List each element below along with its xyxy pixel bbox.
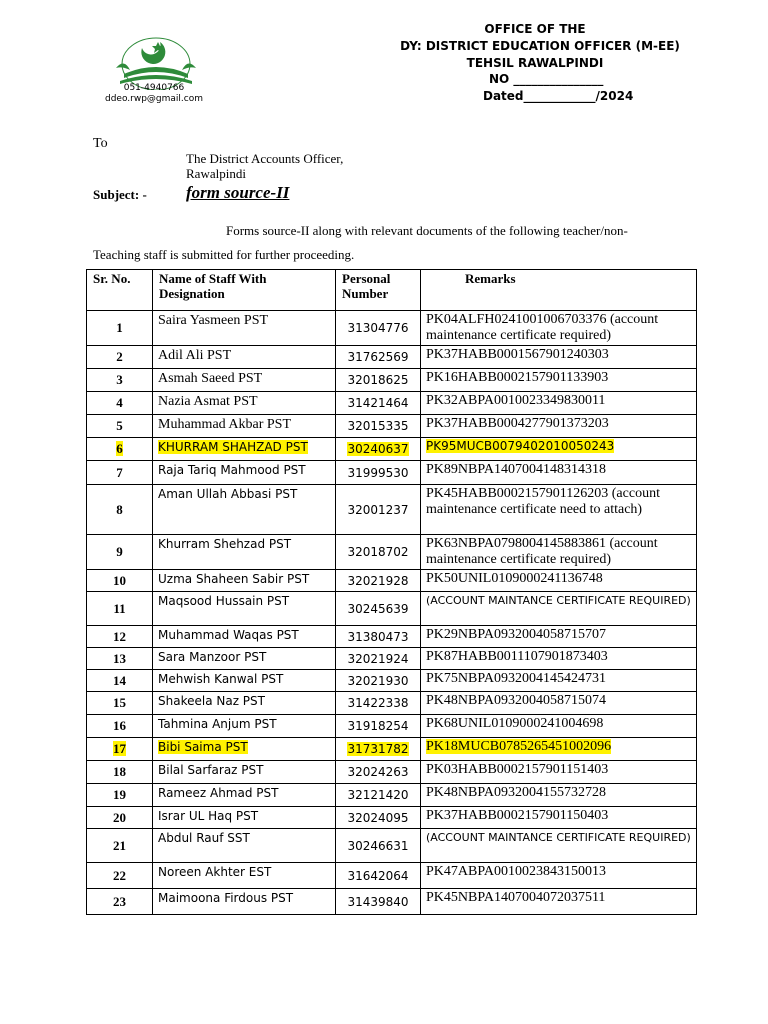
- personal-number-cell: [336, 807, 421, 829]
- remarks-text: PK63NBPA0798004145883861 (account maintenance certificate required): [426, 536, 658, 567]
- serial-number: 15: [113, 695, 126, 710]
- staff-name-cell: [153, 692, 336, 715]
- staff-name-cell: [153, 415, 336, 438]
- staff-name: Mehwish Kanwal PST: [158, 672, 284, 686]
- staff-name-cell: [153, 626, 336, 648]
- office-location: TEHSIL RAWALPINDI: [466, 56, 604, 70]
- personal-number: 31421464: [347, 396, 409, 410]
- serial-number: 4: [116, 395, 123, 410]
- table-row: [87, 829, 697, 863]
- serial-number-cell: [87, 670, 153, 692]
- staff-name-cell: [153, 807, 336, 829]
- header-name-line-2: Designation: [159, 286, 225, 301]
- table-row: [87, 807, 697, 829]
- serial-number: 5: [116, 418, 123, 433]
- serial-number-cell: [87, 369, 153, 392]
- staff-name-cell: [153, 761, 336, 784]
- staff-name-cell: [153, 311, 336, 346]
- staff-name: Saira Yasmeen PST: [158, 313, 269, 328]
- remarks-cell: [421, 461, 697, 485]
- staff-name: Maimoona Firdous PST: [158, 891, 294, 905]
- staff-name-cell: [153, 738, 336, 761]
- personal-number-cell: [336, 592, 421, 626]
- table-row: [87, 438, 697, 461]
- remarks-text: (ACCOUNT MAINTANCE CERTIFICATE REQUIRED): [426, 831, 691, 844]
- personal-number: 32015335: [347, 419, 409, 433]
- serial-number: 14: [113, 672, 126, 688]
- remarks-cell: [421, 889, 697, 915]
- addressee-line-2: Rawalpindi: [186, 166, 246, 181]
- remarks-cell: [421, 592, 697, 626]
- personal-number: 31999530: [347, 465, 409, 480]
- serial-number-cell: [87, 692, 153, 715]
- table-row: [87, 311, 697, 346]
- serial-number-cell: [87, 461, 153, 485]
- remarks-text: PK47ABPA0010023843150013: [426, 864, 606, 879]
- table-row: [87, 648, 697, 670]
- header-pn-line-1: Personal: [342, 271, 391, 286]
- table-row: [87, 715, 697, 738]
- table-row: [87, 761, 697, 784]
- letter-number: NO _______________: [489, 72, 604, 86]
- serial-number: 17: [113, 741, 126, 756]
- serial-number-cell: [87, 415, 153, 438]
- personal-number-cell: [336, 670, 421, 692]
- serial-number-cell: [87, 829, 153, 863]
- table-row: [87, 889, 697, 915]
- letter-date: Dated____________/2024: [483, 89, 634, 103]
- serial-number: 1: [116, 320, 123, 335]
- header-name: [153, 270, 336, 311]
- staff-name: Adil Ali PST: [158, 348, 232, 363]
- personal-number-cell: [336, 784, 421, 807]
- header-personal-number: [336, 270, 421, 311]
- staff-name-cell: [153, 784, 336, 807]
- table-row: [87, 692, 697, 715]
- remarks-text: PK50UNIL0109000241136748: [426, 571, 603, 586]
- remarks-text: PK75NBPA0932004145424731: [426, 671, 606, 686]
- personal-number-cell: [336, 863, 421, 889]
- remarks-text: (ACCOUNT MAINTANCE CERTIFICATE REQUIRED): [426, 594, 691, 607]
- remarks-cell: [421, 570, 697, 592]
- personal-number-cell: [336, 485, 421, 535]
- personal-number-cell: [336, 889, 421, 915]
- serial-number-cell: [87, 535, 153, 570]
- serial-number: 8: [116, 501, 123, 517]
- staff-name-cell: [153, 461, 336, 485]
- table-row: [87, 570, 697, 592]
- table-row: [87, 592, 697, 626]
- office-designation: DY: DISTRICT EDUCATION OFFICER (M-EE): [400, 39, 680, 53]
- remarks-text: PK32ABPA0010023349830011: [426, 393, 606, 408]
- personal-number-cell: [336, 311, 421, 346]
- personal-number-cell: [336, 369, 421, 392]
- serial-number: 20: [113, 809, 126, 825]
- serial-number-cell: [87, 715, 153, 738]
- personal-number-cell: [336, 346, 421, 369]
- personal-number: 32024263: [347, 765, 409, 779]
- personal-number: 30240637: [347, 442, 409, 456]
- staff-name: Israr UL Haq PST: [158, 809, 259, 823]
- serial-number: 11: [113, 600, 126, 616]
- staff-name: Aman Ullah Abbasi PST: [158, 487, 298, 501]
- subject-label: Subject: -: [93, 187, 147, 202]
- personal-number: 32021924: [347, 651, 409, 666]
- staff-table: [86, 269, 697, 915]
- salutation-to: To: [93, 136, 108, 151]
- staff-name: Muhammad Waqas PST: [158, 628, 299, 642]
- serial-number-cell: [87, 311, 153, 346]
- table-row: [87, 485, 697, 535]
- body-paragraph-line-2: Teaching staff is submitted for further proceeding.: [93, 247, 355, 262]
- remarks-text: PK37HABB0002157901150403: [426, 808, 609, 823]
- remarks-cell: [421, 369, 697, 392]
- staff-name: KHURRAM SHAHZAD PST: [158, 440, 308, 454]
- remarks-cell: [421, 692, 697, 715]
- remarks-text: PK04ALFH0241001006703376 (account maintenance certificate required): [426, 312, 659, 343]
- serial-number: 9: [116, 544, 123, 559]
- serial-number: 13: [113, 650, 126, 666]
- header-name-line-1: Name of Staff With: [159, 271, 267, 286]
- staff-name-cell: [153, 438, 336, 461]
- remarks-cell: [421, 715, 697, 738]
- table-row: [87, 863, 697, 889]
- table-row: [87, 392, 697, 415]
- table-row: [87, 626, 697, 648]
- staff-name: Muhammad Akbar PST: [158, 417, 291, 432]
- staff-name: Sara Manzoor PST: [158, 650, 267, 664]
- personal-number-cell: [336, 535, 421, 570]
- staff-name: Nazia Asmat PST: [158, 394, 258, 409]
- remarks-text: PK45NBPA1407004072037511: [426, 890, 606, 905]
- personal-number-cell: [336, 692, 421, 715]
- personal-number: 31918254: [347, 719, 409, 733]
- office-heading: OFFICE OF THE: [484, 22, 586, 36]
- personal-number: 31380473: [347, 629, 409, 644]
- header-remarks: Remarks: [421, 270, 697, 311]
- remarks-text: PK48NBPA0932004058715074: [426, 693, 606, 708]
- remarks-cell: [421, 829, 697, 863]
- remarks-text: PK16HABB0002157901133903: [426, 370, 609, 385]
- personal-number: 32021928: [347, 573, 409, 588]
- remarks-cell: [421, 807, 697, 829]
- remarks-text: PK48NBPA0932004155732728: [426, 785, 606, 800]
- staff-name-cell: [153, 485, 336, 535]
- serial-number-cell: [87, 889, 153, 915]
- staff-name-cell: [153, 535, 336, 570]
- personal-number: 31304776: [347, 321, 409, 335]
- personal-number-cell: [336, 626, 421, 648]
- serial-number: 6: [116, 441, 123, 456]
- staff-name-cell: [153, 346, 336, 369]
- office-email: ddeo.rwp@gmail.com: [104, 94, 204, 104]
- table-row: [87, 461, 697, 485]
- staff-name: Uzma Shaheen Sabir PST: [158, 572, 310, 586]
- staff-name: Shakeela Naz PST: [158, 694, 265, 708]
- personal-number-cell: [336, 461, 421, 485]
- staff-name-cell: [153, 369, 336, 392]
- serial-number-cell: [87, 438, 153, 461]
- remarks-cell: [421, 535, 697, 570]
- staff-name: Tahmina Anjum PST: [158, 717, 277, 731]
- personal-number: 32121420: [347, 788, 409, 802]
- table-header-row: [87, 270, 697, 311]
- staff-name-cell: [153, 670, 336, 692]
- staff-name: Asmah Saeed PST: [158, 371, 263, 386]
- body-paragraph-line-1: Forms source-II along with relevant documents of the following teacher/non-: [226, 223, 628, 238]
- staff-name: Noreen Akhter EST: [158, 865, 272, 879]
- serial-number-cell: [87, 392, 153, 415]
- serial-number-cell: [87, 863, 153, 889]
- staff-name: Maqsood Hussain PST: [158, 594, 290, 608]
- remarks-cell: [421, 415, 697, 438]
- staff-name: Bibi Saima PST: [158, 740, 248, 754]
- staff-name-cell: [153, 648, 336, 670]
- personal-number: 30245639: [347, 601, 409, 616]
- table-row: [87, 415, 697, 438]
- remarks-text: PK87HABB0011107901873403: [426, 649, 608, 664]
- remarks-cell: [421, 670, 697, 692]
- personal-number: 31762569: [347, 350, 409, 364]
- personal-number: 31731782: [347, 742, 409, 756]
- personal-number: 31439840: [347, 894, 409, 909]
- personal-number-cell: [336, 761, 421, 784]
- personal-number-cell: [336, 648, 421, 670]
- serial-number-cell: [87, 485, 153, 535]
- personal-number: 32018702: [347, 545, 409, 559]
- personal-number-cell: [336, 415, 421, 438]
- serial-number: 18: [113, 764, 126, 779]
- remarks-cell: [421, 392, 697, 415]
- personal-number: 31642064: [347, 868, 409, 883]
- remarks-cell: [421, 784, 697, 807]
- table-row: [87, 346, 697, 369]
- staff-name: Raja Tariq Mahmood PST: [158, 463, 306, 477]
- remarks-cell: [421, 738, 697, 761]
- remarks-text: PK95MUCB0079402010050243: [426, 439, 615, 453]
- serial-number: 22: [113, 867, 126, 883]
- remarks-text: PK68UNIL0109000241004698: [426, 716, 604, 731]
- serial-number: 10: [113, 572, 126, 588]
- serial-number: 12: [113, 628, 126, 644]
- staff-name-cell: [153, 889, 336, 915]
- remarks-text: PK89NBPA1407004148314318: [426, 462, 606, 477]
- serial-number-cell: [87, 784, 153, 807]
- remarks-text: PK03HABB0002157901151403: [426, 762, 609, 777]
- remarks-cell: [421, 648, 697, 670]
- remarks-cell: [421, 626, 697, 648]
- staff-table-body: [87, 311, 697, 915]
- personal-number-cell: [336, 570, 421, 592]
- table-row: [87, 784, 697, 807]
- serial-number: 7: [116, 464, 123, 480]
- personal-number: 32001237: [347, 502, 409, 517]
- serial-number-cell: [87, 738, 153, 761]
- serial-number: 21: [113, 837, 126, 853]
- staff-name-cell: [153, 392, 336, 415]
- table-row: [87, 369, 697, 392]
- serial-number-cell: [87, 648, 153, 670]
- personal-number-cell: [336, 715, 421, 738]
- office-phone: 051-4940766: [123, 83, 185, 93]
- staff-name: Rameez Ahmad PST: [158, 786, 279, 800]
- header-pn-line-2: Number: [342, 286, 389, 301]
- serial-number-cell: [87, 592, 153, 626]
- staff-name-cell: [153, 829, 336, 863]
- header-sr-no: Sr. No.: [87, 270, 153, 311]
- remarks-text: PK37HABB0001567901240303: [426, 347, 609, 362]
- remarks-text: PK29NBPA0932004058715707: [426, 627, 606, 642]
- serial-number: 3: [116, 372, 123, 387]
- personal-number-cell: [336, 829, 421, 863]
- serial-number: 16: [113, 718, 126, 733]
- personal-number: 32018625: [347, 373, 409, 387]
- serial-number: 2: [116, 349, 123, 364]
- personal-number: 32021930: [347, 673, 409, 688]
- remarks-cell: [421, 863, 697, 889]
- remarks-text: PK45HABB0002157901126203 (account maintenance certificate need to attach): [426, 486, 660, 517]
- table-row: [87, 738, 697, 761]
- staff-name-cell: [153, 570, 336, 592]
- serial-number-cell: [87, 807, 153, 829]
- remarks-text: PK18MUCB0785265451002096: [426, 739, 612, 754]
- serial-number: 19: [113, 787, 126, 802]
- staff-name-cell: [153, 863, 336, 889]
- serial-number-cell: [87, 570, 153, 592]
- staff-name: Abdul Rauf SST: [158, 831, 250, 845]
- staff-name-cell: [153, 592, 336, 626]
- serial-number-cell: [87, 761, 153, 784]
- subject-text: form source-II: [186, 183, 290, 202]
- personal-number-cell: [336, 392, 421, 415]
- table-row: [87, 670, 697, 692]
- remarks-text: PK37HABB0004277901373203: [426, 416, 609, 431]
- personal-number: 31422338: [347, 696, 409, 710]
- staff-name-cell: [153, 715, 336, 738]
- serial-number-cell: [87, 626, 153, 648]
- staff-name: Bilal Sarfaraz PST: [158, 763, 264, 777]
- addressee-line-1: The District Accounts Officer,: [186, 151, 344, 166]
- remarks-cell: [421, 346, 697, 369]
- serial-number: 23: [113, 893, 126, 909]
- remarks-cell: [421, 485, 697, 535]
- personal-number: 30246631: [347, 838, 409, 853]
- remarks-cell: [421, 438, 697, 461]
- table-row: [87, 535, 697, 570]
- personal-number-cell: [336, 438, 421, 461]
- remarks-cell: [421, 761, 697, 784]
- serial-number-cell: [87, 346, 153, 369]
- personal-number: 32024095: [347, 810, 409, 825]
- remarks-cell: [421, 311, 697, 346]
- staff-name: Khurram Shehzad PST: [158, 537, 292, 551]
- personal-number-cell: [336, 738, 421, 761]
